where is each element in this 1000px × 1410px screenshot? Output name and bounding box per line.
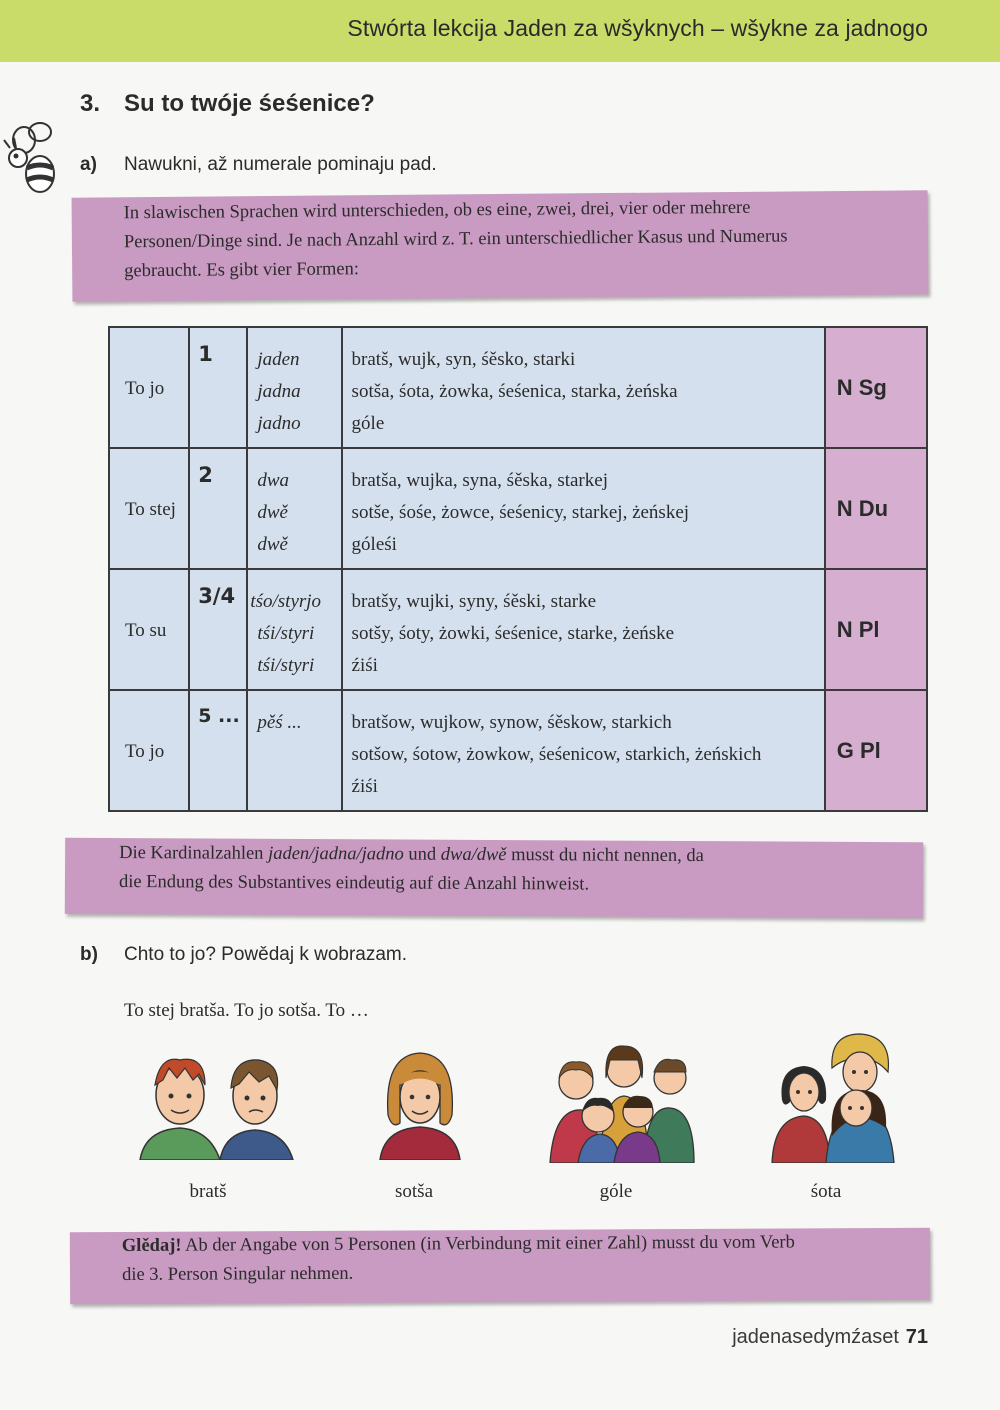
exercise-number: 3. (80, 90, 101, 117)
bee-icon (2, 118, 64, 200)
phrase-cell: To stej (125, 499, 176, 520)
case-label: N Sg (836, 374, 887, 400)
part-b-instruction: Chto to jo? Powědaj k wobrazam. (124, 944, 408, 965)
children-group-illustration (548, 1038, 696, 1163)
part-b-letter: b) (80, 944, 98, 965)
note-line: die Endung des Substantives eindeutig auf die Anzahl hinweist. (118, 872, 590, 895)
numeral-forms-cell: tśo/styrjo tśi/styri tśi/styri (250, 591, 322, 676)
case-label: N Pl (836, 616, 880, 642)
table-row (109, 690, 927, 811)
numeral-forms-cell: dwa dwě dwě (257, 470, 290, 555)
nouns-cell: bratš, wujk, syn, śěsko, starki sotša, śota, żowka, śeśenica, starka, żeńska góle (351, 349, 678, 434)
phrase-cell: To su (125, 620, 167, 641)
exercise-title: Su to twóje śeśenice? (124, 90, 375, 117)
info-note-cardinals (65, 838, 923, 918)
nouns-cell: bratšy, wujki, syny, śěski, starke sotšy, śoty, żowki, śeśenice, starke, żeńske źiśi (351, 591, 675, 676)
sister-illustration (370, 1045, 470, 1160)
note-line: In slawischen Sprachen wird unterschieden, ob es eine, zwei, drei, vier oder mehrere (123, 197, 751, 224)
numeral-forms-cell: jaden jadna jadno (257, 349, 301, 434)
phrase-cell: To jo (125, 741, 165, 762)
note-line: die 3. Person Singular nehmen. (121, 1263, 354, 1285)
page-number: 71 (905, 1326, 928, 1348)
case-label: G Pl (836, 737, 881, 763)
aunts-illustration (768, 1028, 900, 1163)
phrase-cell: To jo (125, 378, 165, 399)
example-sentence: To stej bratša. To jo sotša. To … (124, 1000, 369, 1021)
nouns-cell: bratša, wujka, syna, śěska, starkej sotše, śośe, żowce, śeśenicy, starkej, żeńskej góleśi (351, 470, 690, 555)
number-cell: 5 ... (198, 705, 240, 727)
note-line: gebraucht. Es gibt vier Formen: (124, 259, 360, 282)
number-cell: 1 (198, 342, 213, 366)
two-brothers-illustration (135, 1050, 300, 1160)
table-row (109, 448, 927, 569)
number-cell: 3/4 (198, 584, 236, 608)
number-cell: 2 (198, 463, 213, 487)
numeral-forms-table (108, 326, 928, 812)
nouns-cell: bratšow, wujkow, synow, śěskow, starkich sotšow, śotow, żowkow, śeśenicow, starkich, żeńskich źiśi (351, 712, 762, 797)
numeral-forms-cell: pěś ... (257, 712, 302, 733)
info-note-verb (70, 1228, 930, 1305)
note-line: Personen/Dinge sind. Je nach Anzahl wird z. T. ein unterschiedlicher Kasus und Numerus (123, 226, 788, 253)
caption-aunt: śota (810, 1181, 842, 1202)
case-label: N Du (836, 495, 889, 521)
part-a-instruction: Nawukni, až numerale pominaju pad. (124, 154, 437, 175)
note-line: Glědaj! Ab der Angabe von 5 Personen (in Verbindung mit einer Zahl) musst du vom Verb (121, 1232, 795, 1256)
note-line: Die Kardinalzahlen jaden/jadna/jadno und dwa/dwě musst du nicht nennen, da (119, 843, 704, 867)
page-number-word: jadenasedymźaset (732, 1326, 899, 1348)
chapter-title: Stwórta lekcija Jaden za wšyknych – wšykne za jadnogo (347, 15, 928, 41)
chapter-header-bar (0, 0, 1000, 62)
caption-sister: sotša (395, 1181, 433, 1202)
caption-brother: bratš (189, 1181, 227, 1202)
caption-child: góle (599, 1181, 633, 1202)
info-note-cases (72, 190, 929, 301)
part-a-letter: a) (80, 154, 97, 175)
table-row (109, 327, 927, 448)
table-row (109, 569, 927, 690)
